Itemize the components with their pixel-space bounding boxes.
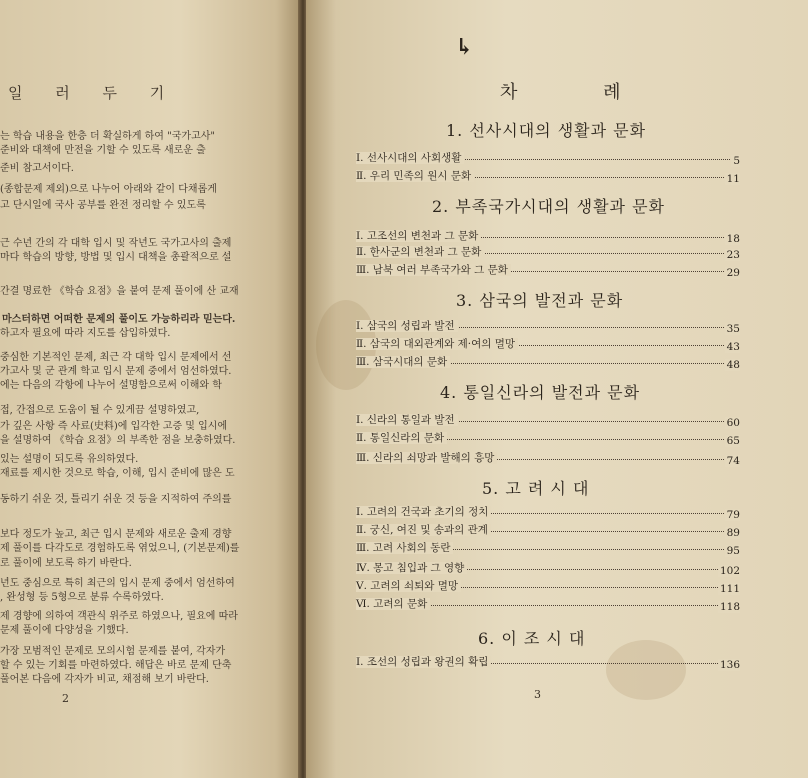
left-text-line: 가장 모범적인 문제로 모의시험 문제를 붙여, 각자가	[0, 646, 226, 657]
toc-entry-page: 23	[726, 249, 740, 261]
toc-entry	[356, 596, 740, 612]
toc-entry-label: Ⅱ. 한사군의 변천과 그 문화	[356, 246, 484, 258]
toc-entry	[356, 354, 740, 370]
toc-entry-page: 18	[726, 233, 740, 245]
toc-entry-label: Ⅰ. 조선의 성립과 왕권의 확립	[356, 656, 491, 668]
left-text-line: 는 학습 내용을 한층 더 확실하게 하여 "국가고사"	[0, 131, 215, 142]
toc-entry	[356, 150, 740, 166]
toc-entry	[356, 168, 740, 184]
toc-title: 차 례	[500, 82, 661, 103]
toc-entry	[356, 504, 740, 520]
left-text-line: 준비와 대책에 만전을 기할 수 있도록 새로운 출	[0, 145, 206, 156]
toc-entry-label: Ⅲ. 고려 사회의 동란	[356, 542, 453, 554]
toc-entry-page: 5	[733, 155, 740, 167]
chapter-title: 5. 고 려 시 대	[482, 479, 590, 498]
left-text-line: , 완성형 등 5형으로 분류 수록하였다.	[0, 592, 164, 603]
toc-entry-label: Ⅱ. 우리 민족의 원시 문화	[356, 170, 474, 182]
toc-entry	[356, 336, 740, 352]
toc-entry-page: 43	[726, 341, 740, 353]
toc-entry-label: Ⅳ. 몽고 침입과 그 영향	[356, 562, 467, 574]
toc-entry-label: Ⅰ. 고조선의 변천과 그 문화	[356, 230, 481, 242]
toc-entry	[356, 450, 740, 466]
left-text-line: 할 수 있는 기회를 마련하였다. 해답은 바로 문제 단축	[0, 660, 232, 671]
toc-entry-page: 35	[726, 323, 740, 335]
left-text-line: 가 깊은 사항 즉 사료(史料)에 입각한 고증 및 입시에	[0, 421, 228, 432]
left-text-line: 보다 정도가 높고, 최근 입시 문제와 새로운 출제 경향	[0, 529, 232, 540]
left-page-number: 2	[62, 692, 69, 705]
toc-entry	[356, 578, 740, 594]
left-text-line: 마스터하면 어떠한 문제의 풀이도 가능하리라 믿는다.	[2, 314, 236, 325]
toc-entry	[356, 654, 740, 670]
left-text-line: 중심한 기본적인 문제, 최근 각 대학 입시 문제에서 선	[0, 352, 232, 363]
paper-stain	[606, 640, 686, 700]
toc-entry-page: 89	[726, 527, 740, 539]
toc-entry	[356, 262, 740, 278]
ink-mark: ↳	[455, 34, 474, 60]
toc-entry-page: 79	[726, 509, 740, 521]
toc-entry-label: Ⅲ. 신라의 쇠망과 발해의 흥망	[356, 452, 497, 464]
left-text-line: 간결 명료한 《학습 요점》을 붙여 문제 풀이에 산 교재	[0, 286, 239, 297]
toc-entry-label: Ⅱ. 궁신, 여진 및 송과의 관계	[356, 524, 491, 536]
chapter-title: 2. 부족국가시대의 생활과 문화	[432, 197, 665, 216]
toc-entry	[356, 540, 740, 556]
left-text-line: 제 풀이를 다각도로 경험하도록 엮었으니, (기본문제)를	[0, 543, 240, 554]
toc-entry-page: 48	[726, 359, 740, 371]
left-page-title: 일 러 두 기	[8, 84, 179, 102]
left-text-line: (종합문제 제외)으로 나누어 아래와 같이 다채롭게	[0, 184, 217, 195]
toc-entry-label: Ⅲ. 남북 여러 부족국가와 그 문화	[356, 264, 511, 276]
left-text-line: 마다 학습의 방향, 방법 및 입시 대책을 총괄적으로 설	[0, 252, 232, 263]
left-text-line: 접, 간접으로 도움이 될 수 있게끔 설명하였고,	[0, 405, 200, 416]
toc-entry-page: 95	[726, 545, 740, 557]
left-text-line: 제 경향에 의하여 객관식 위주로 하였으나, 필요에 따라	[0, 611, 238, 622]
left-text-line: 년도 중심으로 특히 최근의 입시 문제 중에서 엄선하여	[0, 578, 235, 589]
left-text-line: 문제 풀이에 다양성을 기했다.	[0, 625, 129, 636]
chapter-title: 4. 통일신라의 발전과 문화	[440, 383, 641, 402]
toc-entry	[356, 244, 740, 260]
chapter-title: 1. 선사시대의 생활과 문화	[446, 121, 647, 140]
left-text-line: 하고자 필요에 따라 지도를 삽입하였다.	[0, 328, 171, 339]
right-page-number: 3	[534, 688, 541, 701]
toc-entry-page: 118	[719, 601, 740, 613]
left-text-line: 있는 설명이 되도록 유의하였다.	[0, 454, 139, 465]
toc-entry-page: 29	[726, 267, 740, 279]
toc-entry-page: 136	[719, 659, 740, 671]
toc-entry-label: Ⅲ. 삼국시대의 문화	[356, 356, 450, 368]
toc-entry-page: 111	[719, 583, 740, 595]
left-text-line: 풀어본 다음에 각자가 비교, 채점해 보기 바란다.	[0, 674, 209, 685]
toc-entry	[356, 522, 740, 538]
left-text-line: 에는 다음의 각항에 나누어 설명함으로써 이해와 학	[0, 380, 222, 391]
toc-entry-label: Ⅴ. 고려의 쇠퇴와 멸망	[356, 580, 461, 592]
left-text-line: 준비 참고서이다.	[0, 163, 74, 174]
left-text-line: 고 단시일에 국사 공부를 완전 정리할 수 있도록	[0, 200, 206, 211]
left-text-line: 동하기 쉬운 것, 틀리기 쉬운 것 등을 지적하여 주의를	[0, 494, 232, 505]
toc-entry-label: Ⅵ. 고려의 문화	[356, 598, 430, 610]
left-text-line: 로 풀이에 보도록 하기 바란다.	[0, 558, 132, 569]
toc-entry	[356, 430, 740, 446]
toc-entry-label: Ⅱ. 통일신라의 문화	[356, 432, 447, 444]
toc-entry-label: Ⅰ. 선사시대의 사회생활	[356, 152, 464, 164]
toc-entry-page: 102	[719, 565, 740, 577]
chapter-title: 3. 삼국의 발전과 문화	[456, 291, 624, 310]
toc-entry-page: 74	[726, 455, 740, 467]
left-page	[0, 0, 300, 778]
toc-entry-label: Ⅰ. 삼국의 성립과 발전	[356, 320, 458, 332]
left-text-line: 재료를 제시한 것으로 학습, 이해, 입시 준비에 많은 도	[0, 468, 235, 479]
toc-entry-label: Ⅰ. 신라의 통일과 발전	[356, 414, 458, 426]
toc-entry-label: Ⅱ. 삼국의 대외관계와 제·여의 멸망	[356, 338, 518, 350]
left-text-line: 근 수년 간의 각 대학 입시 및 작년도 국가고사의 출제	[0, 238, 232, 249]
toc-entry-page: 60	[726, 417, 740, 429]
chapter-title: 6. 이 조 시 대	[478, 629, 586, 648]
toc-entry-label: Ⅰ. 고려의 건국과 초기의 정치	[356, 506, 491, 518]
toc-entry-page: 11	[726, 173, 740, 185]
toc-entry	[356, 228, 740, 244]
toc-entry	[356, 412, 740, 428]
left-text-line: 가고사 및 군 관계 학교 입시 문제 중에서 엄선하였다.	[0, 366, 232, 377]
toc-entry	[356, 560, 740, 576]
toc-entry-page: 65	[726, 435, 740, 447]
left-text-line: 을 설명하여 《학습 요점》의 부족한 점을 보충하였다.	[0, 435, 236, 446]
toc-entry	[356, 318, 740, 334]
